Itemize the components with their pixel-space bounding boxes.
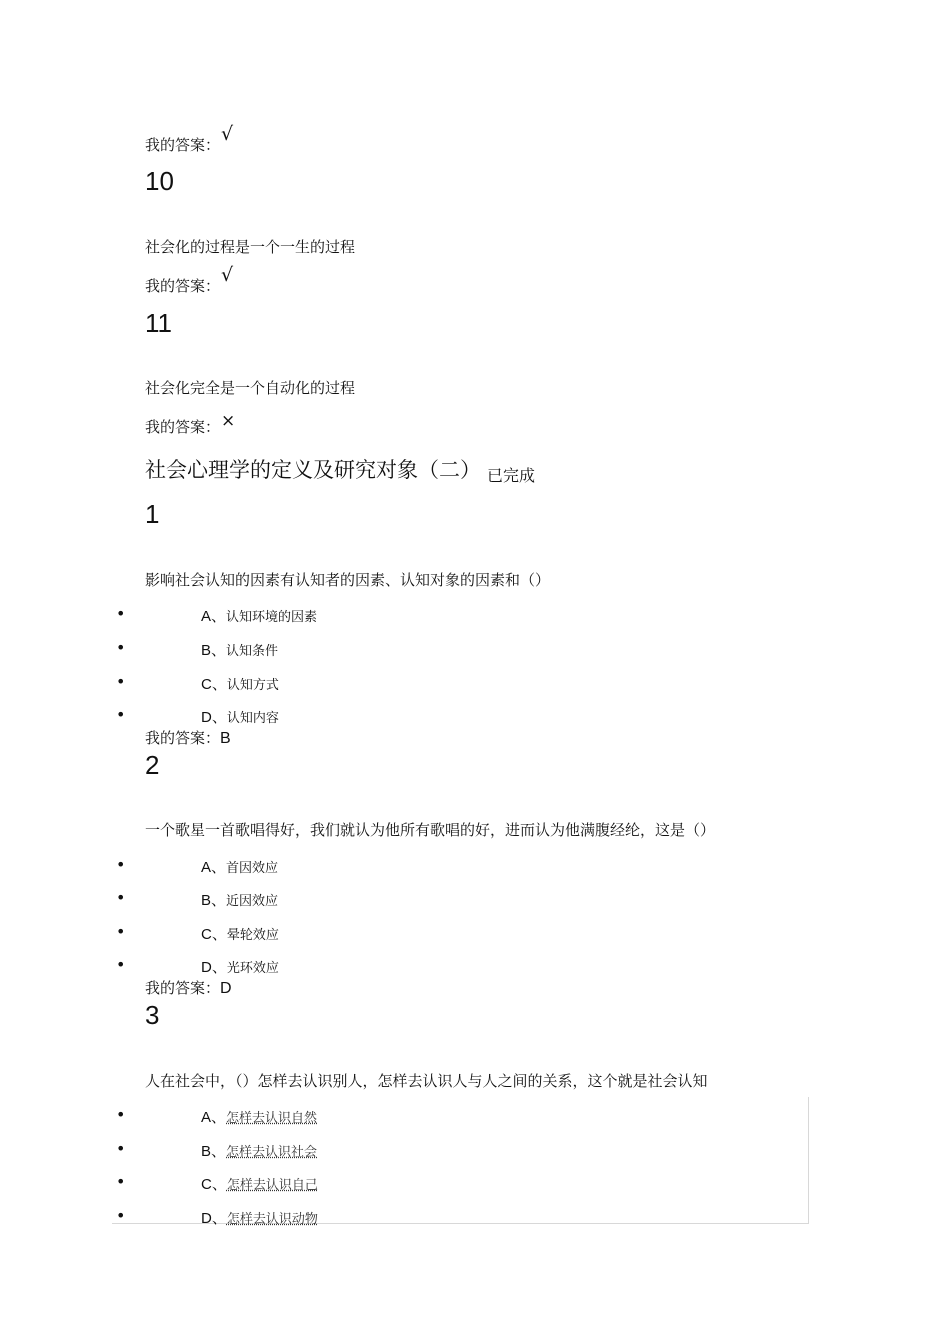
option-text: 认知条件 (226, 644, 279, 659)
option-bullet: • (116, 1172, 126, 1191)
option-separator: 、 (211, 959, 227, 976)
answer-row (145, 264, 234, 296)
question-text: 社会化完全是一个自动化的过程 (145, 379, 356, 397)
option-bullet: • (116, 1139, 126, 1158)
answer-prefix: 我的答案： (145, 418, 221, 436)
option-label: B (201, 642, 212, 659)
question-text: 一个歌星一首歌唱得好，我们就认为他所有歌唱的好，进而认为他满腹经纶，这是（） (145, 821, 716, 839)
option-label: A (201, 859, 212, 876)
option-text: 认知方式 (226, 678, 279, 693)
answer-prefix: 我的答案： (145, 277, 221, 295)
option-label: C (201, 926, 212, 943)
answer-row (145, 977, 232, 998)
question-number: 10 (145, 166, 174, 196)
answer-mark: √ (221, 264, 234, 286)
option-separator: 、 (211, 676, 227, 693)
question-number: 2 (145, 750, 160, 780)
answer-prefix: 我的答案： (145, 729, 221, 747)
option-bullet: • (116, 638, 126, 657)
option-label: B (201, 892, 212, 909)
option-bullet: • (116, 604, 126, 623)
question-text: 人在社会中，（）怎样去认识别人，怎样去认识人与人之间的关系，这个就是社会认知 (145, 1072, 708, 1090)
option-text: 怎样去认识自然 (226, 1111, 318, 1126)
option-a[interactable] (201, 605, 317, 626)
section-title-text: 社会心理学的定义及研究对象（二） (145, 458, 481, 482)
option-text: 怎样去认识社会 (226, 1145, 318, 1160)
option-label: D (201, 709, 212, 726)
answer-prefix: 我的答案： (145, 136, 221, 154)
answer-value: B (220, 730, 231, 747)
option-text: 近因效应 (226, 894, 279, 909)
option-text: 认知环境的因素 (226, 610, 318, 625)
option-a[interactable] (201, 1106, 317, 1127)
option-label: A (201, 608, 212, 625)
answer-row (145, 411, 236, 437)
option-text: 首因效应 (226, 861, 279, 876)
option-b[interactable] (201, 889, 278, 910)
option-bullet: • (116, 1206, 126, 1225)
answer-mark: √ (221, 123, 234, 145)
option-label: B (201, 1143, 212, 1160)
option-bullet: • (116, 672, 126, 691)
option-text: 怎样去认识动物 (226, 1212, 318, 1227)
option-separator: 、 (211, 926, 227, 943)
question-number: 11 (145, 308, 172, 338)
option-d[interactable] (201, 1207, 318, 1228)
option-d[interactable] (201, 706, 279, 727)
question-text: 影响社会认知的因素有认知者的因素、认知对象的因素和（） (145, 571, 551, 589)
section-status: 已完成 (487, 466, 536, 485)
option-label: C (201, 676, 212, 693)
option-separator: 、 (211, 892, 227, 909)
option-bullet: • (116, 888, 126, 907)
option-label: C (201, 1176, 212, 1193)
option-separator: 、 (211, 1176, 227, 1193)
option-text: 怎样去认识自己 (226, 1178, 318, 1193)
option-separator: 、 (211, 608, 227, 625)
answer-value: D (220, 980, 232, 997)
option-separator: 、 (211, 1210, 227, 1227)
answer-mark: × (221, 411, 236, 431)
option-text: 光环效应 (226, 961, 279, 976)
option-d[interactable] (201, 956, 279, 977)
option-c[interactable] (201, 1173, 318, 1194)
section-title (145, 454, 535, 484)
option-a[interactable] (201, 856, 278, 877)
option-c[interactable] (201, 923, 279, 944)
question-number: 1 (145, 499, 160, 529)
option-label: D (201, 1210, 212, 1227)
option-separator: 、 (211, 859, 227, 876)
option-text: 认知内容 (226, 711, 279, 726)
option-c[interactable] (201, 673, 279, 694)
option-separator: 、 (211, 709, 227, 726)
question-text: 社会化的过程是一个一生的过程 (145, 238, 356, 256)
answer-row (145, 123, 234, 155)
option-bullet: • (116, 705, 126, 724)
answer-prefix: 我的答案： (145, 979, 221, 997)
option-b[interactable] (201, 639, 278, 660)
option-label: D (201, 959, 212, 976)
option-bullet: • (116, 922, 126, 941)
option-separator: 、 (211, 1143, 227, 1160)
option-separator: 、 (211, 642, 227, 659)
question-number: 3 (145, 1000, 160, 1030)
answer-row (145, 727, 231, 748)
option-bullet: • (116, 855, 126, 874)
option-b[interactable] (201, 1140, 317, 1161)
option-separator: 、 (211, 1109, 227, 1126)
option-bullet: • (116, 1105, 126, 1124)
option-text: 晕轮效应 (226, 928, 279, 943)
option-bullet: • (116, 955, 126, 974)
option-label: A (201, 1109, 212, 1126)
